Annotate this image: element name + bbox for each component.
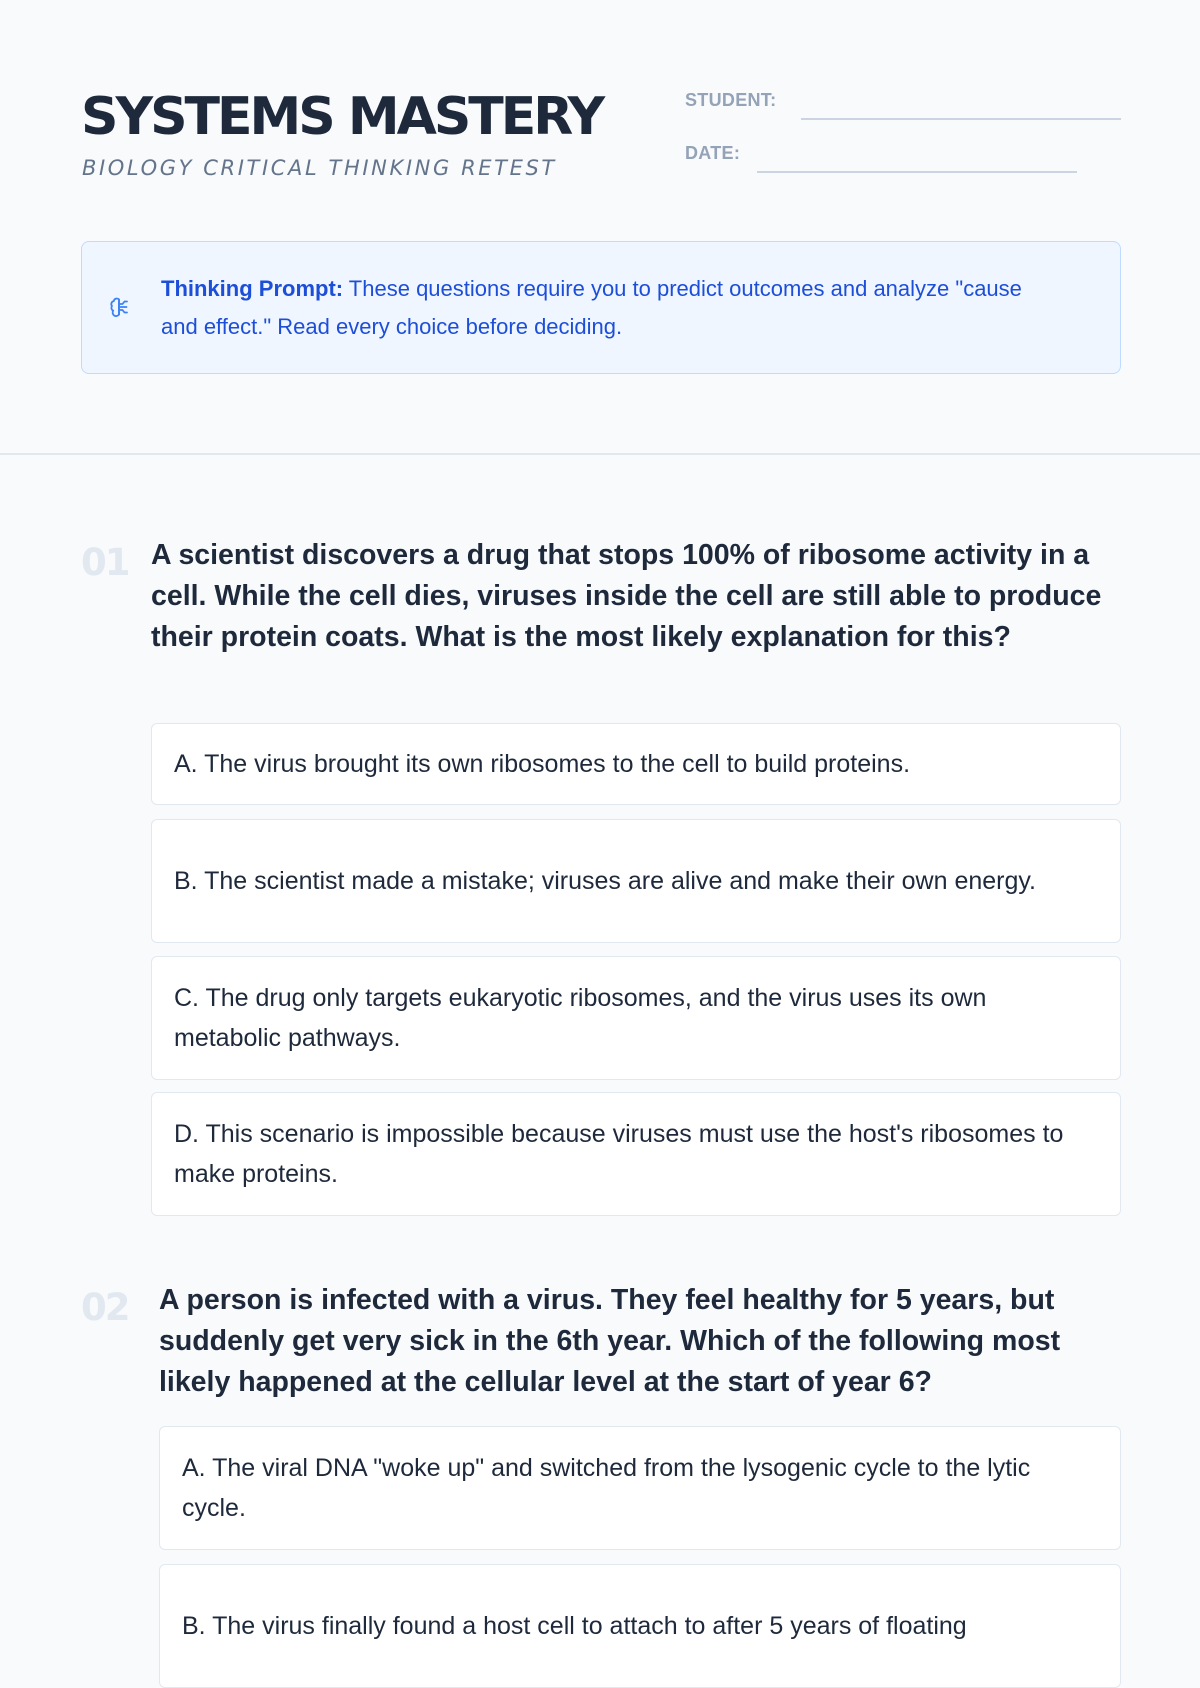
answer-choice-d[interactable] — [151, 1092, 1121, 1216]
answer-choice-text: B. The scientist made a mistake; viruses are alive and make their own energy. — [174, 867, 1036, 895]
date-label: DATE: — [685, 143, 741, 163]
thinking-prompt-lead: Thinking Prompt: — [161, 276, 344, 301]
worksheet-header — [81, 80, 1121, 190]
question-1 — [81, 535, 1121, 1215]
question-text: A scientist discovers a drug that stops 100% of ribosome activity in a cell. While the cell dies, viruses inside the cell are still able to produce their protein coats. What is the most likely explanation for this? — [151, 539, 1102, 653]
worksheet-title: SYSTEMS MASTERY — [81, 87, 603, 147]
question-number: 02 — [81, 1286, 129, 1329]
question-2 — [81, 1280, 1121, 1640]
answer-choice-b[interactable] — [159, 1564, 1121, 1688]
brain-icon — [108, 295, 132, 319]
answer-choice-text: B. The virus finally found a host cell to attach to after 5 years of floating — [182, 1612, 967, 1640]
answer-choice-b[interactable] — [151, 819, 1121, 943]
answer-choice-text: C. The drug only targets eukaryotic ribosomes, and the virus uses its own metabolic pathways. — [174, 984, 987, 1052]
answer-choice-text: A. The virus brought its own ribosomes to the cell to build proteins. — [174, 750, 911, 778]
section-divider — [0, 453, 1200, 455]
answer-choice-a[interactable] — [151, 723, 1121, 805]
date-field[interactable] — [757, 171, 1077, 173]
student-label: STUDENT: — [685, 90, 777, 110]
student-name-field[interactable] — [801, 118, 1121, 120]
thinking-prompt-text — [161, 270, 1061, 346]
answer-choice-text: D. This scenario is impossible because viruses must use the host's ribosomes to make proteins. — [174, 1120, 1064, 1188]
answer-choice-a[interactable] — [159, 1426, 1121, 1550]
question-number: 01 — [81, 541, 129, 584]
answer-choice-text: A. The viral DNA "woke up" and switched from the lysogenic cycle to the lytic cycle. — [182, 1454, 1031, 1522]
answer-choice-c[interactable] — [151, 956, 1121, 1080]
worksheet-subtitle: BIOLOGY CRITICAL THINKING RETEST — [82, 156, 557, 180]
thinking-prompt-body: These questions require you to predict outcomes and analyze "cause and effect." Read every choice before deciding. — [161, 276, 1022, 339]
question-text: A person is infected with a virus. They feel healthy for 5 years, but suddenly get very sick in the 6th year. Which of the following most likely happened at the cellular level at the start of year 6? — [159, 1284, 1061, 1398]
thinking-prompt-callout — [81, 241, 1121, 374]
